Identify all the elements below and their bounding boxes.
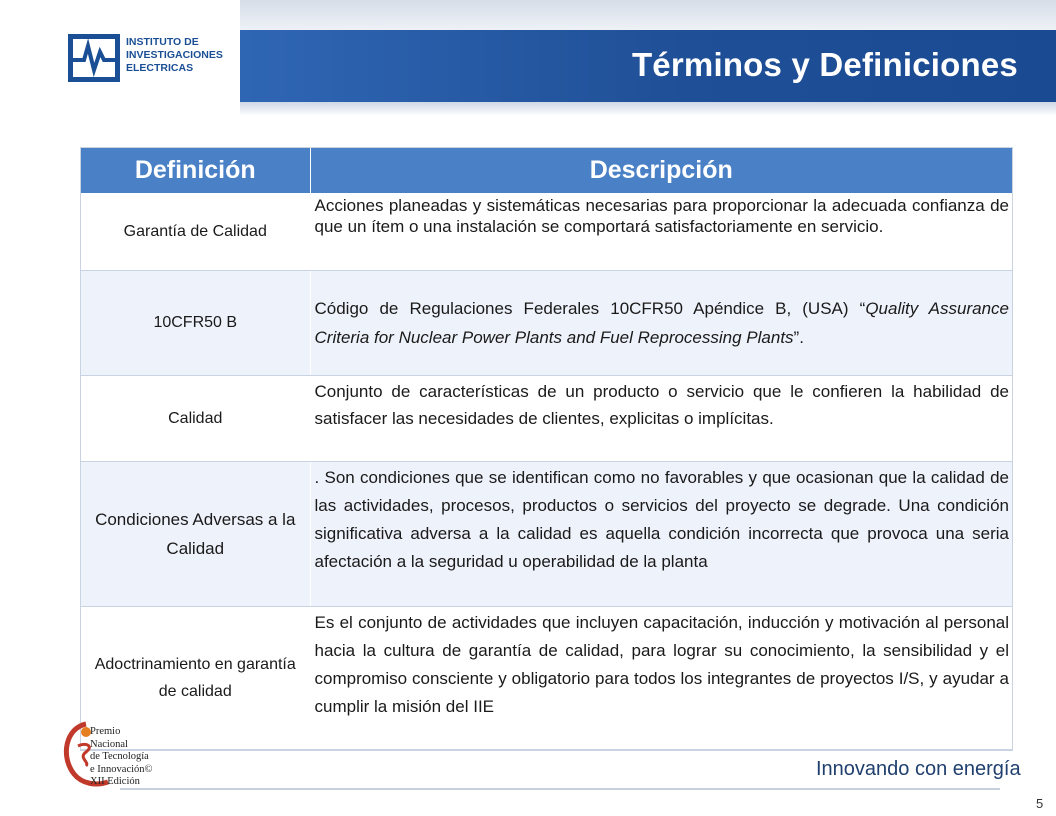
header-definicion: Definición: [81, 148, 310, 193]
logo-line-1: INSTITUTO DE: [126, 36, 199, 48]
description-italic-text: Quality Assurance Criteria for Nuclear Power Plants and Fuel Reprocessing Plants: [314, 298, 1009, 347]
page-title: Términos y Definiciones: [631, 46, 1018, 83]
term-cell: 10CFR50 B: [81, 270, 310, 375]
table-header-row: [81, 148, 1012, 193]
definitions-table: [80, 147, 1013, 751]
award-text: [90, 726, 153, 789]
slogan: Innovando con energía: [816, 758, 1021, 780]
description-cell: Conjunto de características de un producto o servicio que le confieren la habilidad de satisfacer las necesidades de clientes, explicitas o implícitas.: [310, 375, 1012, 461]
term-cell: Adoctrinamiento en garantía de calidad: [81, 606, 310, 749]
logo-text: [126, 36, 236, 75]
award-line-1: Premio: [90, 726, 121, 737]
footer-divider: [120, 788, 1000, 790]
table-row: [81, 270, 1012, 375]
description-text-suffix: ”.: [793, 327, 804, 347]
header-descripcion: Descripción: [310, 148, 1012, 193]
award-line-5: XII Edición: [90, 776, 140, 787]
description-cell: [310, 270, 1012, 375]
term-cell: Condiciones Adversas a la Calidad: [81, 461, 310, 606]
award-line-2: Nacional: [90, 738, 128, 750]
title-band-shadow: [240, 102, 1056, 116]
iie-logo-icon: [68, 34, 120, 82]
table-row: [81, 461, 1012, 606]
term-cell: Calidad: [81, 375, 310, 461]
award-line-3: de Tecnología: [90, 751, 149, 762]
term-cell: Garantía de Calidad: [81, 193, 310, 270]
description-cell: Es el conjunto de actividades que incluyen capacitación, inducción y motivación al personal hacia la cultura de garantía de calidad, para lograr su conocimiento, la sensibilidad y el compromiso consciente y obligatorio para todos los integrantes de proyectos I/S, y ayudar a cumplir la misión del IIE: [310, 606, 1012, 749]
logo-line-3: ELECTRICAS: [126, 62, 194, 74]
description-cell: Acciones planeadas y sistemáticas necesarias para proporcionar la adecuada confianza de que un ítem o una instalación se comportará satisfactoriamente en servicio.: [310, 193, 1012, 270]
table-row: [81, 193, 1012, 270]
page-number: 5: [1036, 796, 1044, 811]
logo-line-2: INVESTIGACIONES: [126, 49, 223, 61]
table-row: [81, 606, 1012, 749]
description-text: Código de Regulaciones Federales 10CFR50 Apéndice B, (USA) “: [314, 298, 866, 318]
description-cell: . Son condiciones que se identifican como no favorables y que ocasionan que la calidad de las actividades, procesos, productos o servicios del proyecto se degrade. Una condición significativa adversa a la calidad es aquella condición incorrecta que provoca una seria afectación a la seguridad u operabilidad de la planta: [310, 461, 1012, 606]
table-row: [81, 375, 1012, 461]
award-line-4: e Innovación©: [90, 763, 153, 775]
